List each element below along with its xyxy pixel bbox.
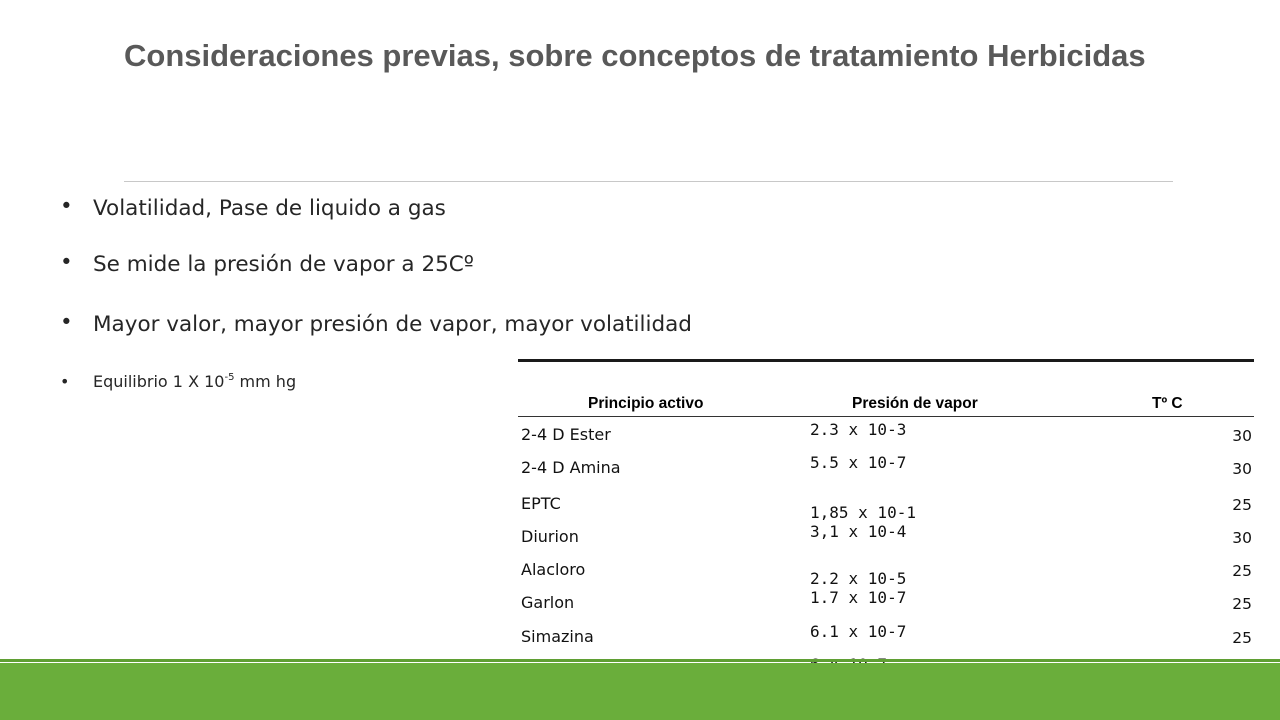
- vapor-pressure-table: [518, 359, 1254, 647]
- cell-principio: EPTC: [521, 494, 561, 513]
- cell-presion: 6.1 x 10-7: [810, 622, 907, 641]
- cell-presion: 2.2 x 10-5: [810, 569, 907, 588]
- cell-temp: 25: [1232, 629, 1252, 647]
- cell-presion: 1.7 x 10-7: [810, 588, 907, 607]
- cell-principio: 2-4 D Amina: [521, 458, 621, 477]
- exponent: -5: [224, 372, 235, 383]
- cell-presion: 3,1 x 10-4: [810, 522, 907, 541]
- cell-temp: 30: [1232, 460, 1252, 478]
- cell-principio: Simazina: [521, 627, 594, 646]
- header-principio: Principio activo: [588, 395, 704, 412]
- bullet-dot-icon: •: [60, 372, 70, 391]
- cell-principio: Garlon: [521, 593, 575, 612]
- cell-principio: Diurion: [521, 527, 579, 546]
- bullet-dot-icon: •: [60, 194, 73, 219]
- bullet-item: [60, 196, 446, 221]
- title-divider: [124, 181, 1173, 182]
- table-row: [518, 515, 1254, 548]
- footer-bar: [0, 663, 1280, 720]
- header-presion: Presión de vapor: [852, 395, 978, 412]
- bullet-item: [60, 252, 474, 277]
- table-row: [518, 482, 1254, 522]
- table-row: [518, 548, 1254, 588]
- header-temp: Tº C: [1152, 395, 1183, 412]
- slide-title: Consideraciones previas, sobre conceptos de tratamiento Herbicidas: [124, 38, 1146, 73]
- table-row: [518, 615, 1254, 648]
- table-body: [518, 413, 1254, 681]
- cell-principio: Alacloro: [521, 560, 586, 579]
- bullet-item-equilibrio: [60, 372, 296, 391]
- footer-accent-line: [0, 659, 1280, 662]
- bullet-text: Volatilidad, Pase de liquido a gas: [93, 196, 446, 221]
- cell-presion: 2.3 x 10-3: [810, 420, 907, 439]
- cell-temp: 30: [1232, 427, 1252, 445]
- cell-temp: 25: [1232, 496, 1252, 514]
- bullet-text: Equilibrio 1 X $10^{-5}$ mm hg: [93, 372, 297, 391]
- table-row: [518, 413, 1254, 446]
- table-header: [518, 362, 1254, 412]
- cell-temp: 30: [1232, 529, 1252, 547]
- cell-presion: 1,85 x 10-1: [810, 503, 916, 522]
- bullet-dot-icon: •: [60, 250, 73, 275]
- cell-temp: 25: [1232, 595, 1252, 613]
- table-row: [518, 446, 1254, 482]
- table-row: [518, 581, 1254, 615]
- cell-temp: 25: [1232, 562, 1252, 580]
- bullet-text: Mayor valor, mayor presión de vapor, mayor volatilidad: [93, 312, 692, 337]
- cell-presion: 5.5 x 10-7: [810, 453, 907, 472]
- bullet-dot-icon: •: [60, 310, 73, 335]
- bullet-item: [60, 312, 692, 337]
- cell-principio: 2-4 D Ester: [521, 425, 611, 444]
- bullet-text: Se mide la presión de vapor a 25Cº: [93, 252, 474, 277]
